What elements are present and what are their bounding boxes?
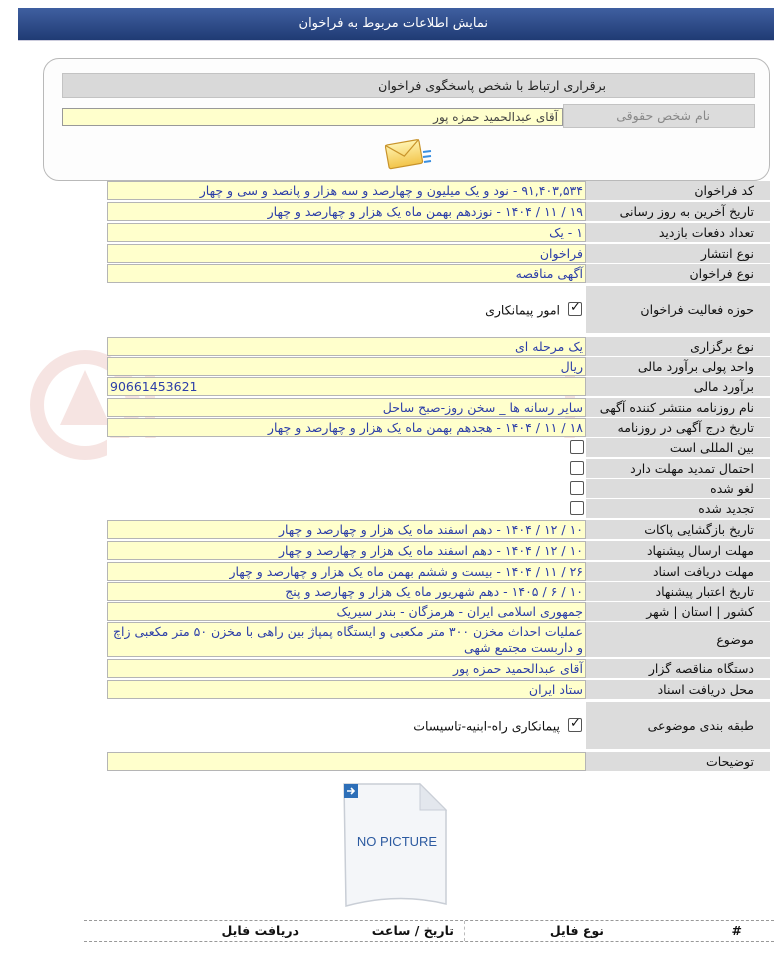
estimate-value: 90661453621 xyxy=(107,377,586,396)
renewed-cell xyxy=(107,499,586,518)
visits-label: تعداد دفعات بازدید xyxy=(586,223,770,242)
row-visits xyxy=(0,223,774,242)
row-extension xyxy=(0,459,774,478)
activity-checkbox[interactable] xyxy=(568,302,582,316)
row-publish-type xyxy=(0,244,774,263)
docs-place-value: ستاد ایران xyxy=(107,680,586,699)
currency-value: ریال xyxy=(107,357,586,376)
international-checkbox[interactable] xyxy=(570,440,584,454)
docs-place-label: محل دریافت اسناد xyxy=(586,680,770,699)
col-index: # xyxy=(731,923,742,938)
ad-date-value: ۱۸ / ۱۱ / ۱۴۰۴ - هجدهم بهمن ماه یک هزار و چهارصد و چهار xyxy=(107,418,586,437)
publish-type-label: نوع انتشار xyxy=(586,244,770,263)
contact-panel-title: برقراری ارتباط با شخص پاسخگوی فراخوان xyxy=(62,73,755,98)
envelope-icon[interactable] xyxy=(383,136,433,172)
row-ad-date xyxy=(0,418,774,437)
legal-person-label: نام شخص حقوقی xyxy=(563,104,755,128)
renewed-checkbox[interactable] xyxy=(570,501,584,515)
row-international xyxy=(0,438,774,457)
cancelled-label: لغو شده xyxy=(586,479,770,498)
submit-deadline-value: ۱۰ / ۱۲ / ۱۴۰۴ - دهم اسفند ماه یک هزار و چهارصد و چهار xyxy=(107,541,586,560)
row-renewed xyxy=(0,499,774,518)
hold-type-label: نوع برگزاری xyxy=(586,337,770,356)
row-description xyxy=(0,752,774,771)
docs-deadline-value: ۲۶ / ۱۱ / ۱۴۰۴ - بیست و ششم بهمن ماه یک هزار و چهارصد و چهار xyxy=(107,562,586,581)
category-label: طبقه بندی موضوعی xyxy=(586,702,770,749)
col-date-time: تاریخ / ساعت xyxy=(371,923,454,938)
row-docs-place xyxy=(0,680,774,699)
page-header: نمایش اطلاعات مربوط به فراخوان xyxy=(18,8,774,40)
currency-label: واحد پولی برآورد مالی xyxy=(586,357,770,376)
row-call-code xyxy=(0,181,774,200)
validity-label: تاریخ اعتبار پیشنهاد xyxy=(586,582,770,601)
cancelled-checkbox[interactable] xyxy=(570,481,584,495)
extension-label: احتمال تمدید مهلت دارد xyxy=(586,459,770,478)
row-newspaper xyxy=(0,398,774,417)
visits-value: ۱ - یک xyxy=(107,223,586,242)
publish-type-value: فراخوان xyxy=(107,244,586,263)
last-update-label: تاریخ آخرین به روز رسانی xyxy=(586,202,770,221)
legal-person-value: آقای عبدالحمید حمزه پور xyxy=(62,108,563,126)
col-separator xyxy=(464,921,465,941)
ad-date-label: تاریخ درج آگهی در روزنامه xyxy=(586,418,770,437)
location-label: کشور | استان | شهر xyxy=(586,602,770,621)
extension-cell xyxy=(107,459,586,478)
call-code-value: ۹۱,۴۰۳,۵۳۴ - نود و یک میلیون و چهارصد و سه هزار و پانصد و سی و چهار xyxy=(107,181,586,200)
description-label: توضیحات xyxy=(586,752,770,771)
row-call-type xyxy=(0,264,774,283)
envelope-open-label: تاریخ بازگشایی پاکات xyxy=(586,520,770,539)
envelope-open-value: ۱۰ / ۱۲ / ۱۴۰۴ - دهم اسفند ماه یک هزار و چهارصد و چهار xyxy=(107,520,586,539)
subject-value: عملیات احداث مخزن ۳۰۰ متر مکعبی و ایستگاه پمپاژ بین راهی با مخزن ۵۰ متر مکعبی زاچ و داربست مجتمع شهی xyxy=(107,622,586,657)
newspaper-value: سایر رسانه ها _ سخن روز-صبح ساحل xyxy=(107,398,586,417)
category-cell xyxy=(107,702,586,749)
international-cell xyxy=(107,438,586,457)
organizer-label: دستگاه مناقصه گزار xyxy=(586,659,770,678)
call-type-value: آگهی مناقصه xyxy=(107,264,586,283)
col-file-type: نوع فایل xyxy=(549,923,604,938)
international-label: بین المللی است xyxy=(586,438,770,457)
docs-deadline-label: مهلت دریافت اسناد xyxy=(586,562,770,581)
activity-cell xyxy=(107,286,586,333)
row-estimate xyxy=(0,377,774,396)
row-envelope-open xyxy=(0,520,774,539)
newspaper-label: نام روزنامه منتشر کننده آگهی xyxy=(586,398,770,417)
row-cancelled xyxy=(0,479,774,498)
activity-label: حوزه فعالیت فراخوان xyxy=(586,286,770,333)
col-download: دریافت فایل xyxy=(221,923,299,938)
row-subject xyxy=(0,622,774,657)
subject-label: موضوع xyxy=(586,622,770,657)
row-last-update xyxy=(0,202,774,221)
category-checkbox[interactable] xyxy=(568,718,582,732)
row-docs-deadline xyxy=(0,562,774,581)
header-divider xyxy=(18,40,774,41)
organizer-value: آقای عبدالحمید حمزه پور xyxy=(107,659,586,678)
renewed-label: تجدید شده xyxy=(586,499,770,518)
call-code-label: کد فراخوان xyxy=(586,181,770,200)
last-update-value: ۱۹ / ۱۱ / ۱۴۰۴ - نوزدهم بهمن ماه یک هزار و چهارصد و چهار xyxy=(107,202,586,221)
estimate-label: برآورد مالی xyxy=(586,377,770,396)
row-currency xyxy=(0,357,774,376)
call-type-label: نوع فراخوان xyxy=(586,264,770,283)
location-value: جمهوری اسلامی ایران - هرمزگان - بندر سیریک xyxy=(107,602,586,621)
validity-value: ۱۰ / ۶ / ۱۴۰۵ - دهم شهریور ماه یک هزار و چهارصد و پنج xyxy=(107,582,586,601)
category-text: پیمانکاری راه-ابنیه-تاسیسات xyxy=(413,718,560,733)
description-value xyxy=(107,752,586,771)
row-organizer xyxy=(0,659,774,678)
no-picture-text: NO PICTURE xyxy=(356,834,438,849)
activity-text: امور پیمانکاری xyxy=(485,302,560,317)
row-activity xyxy=(0,286,774,333)
row-category xyxy=(0,702,774,749)
submit-deadline-label: مهلت ارسال پیشنهاد xyxy=(586,541,770,560)
extension-checkbox[interactable] xyxy=(570,461,584,475)
row-validity xyxy=(0,582,774,601)
hold-type-value: یک مرحله ای xyxy=(107,337,586,356)
row-submit-deadline xyxy=(0,541,774,560)
row-location xyxy=(0,602,774,621)
cancelled-cell xyxy=(107,479,586,498)
no-picture-image xyxy=(338,780,451,911)
row-hold-type xyxy=(0,337,774,356)
files-table-header xyxy=(84,920,774,942)
